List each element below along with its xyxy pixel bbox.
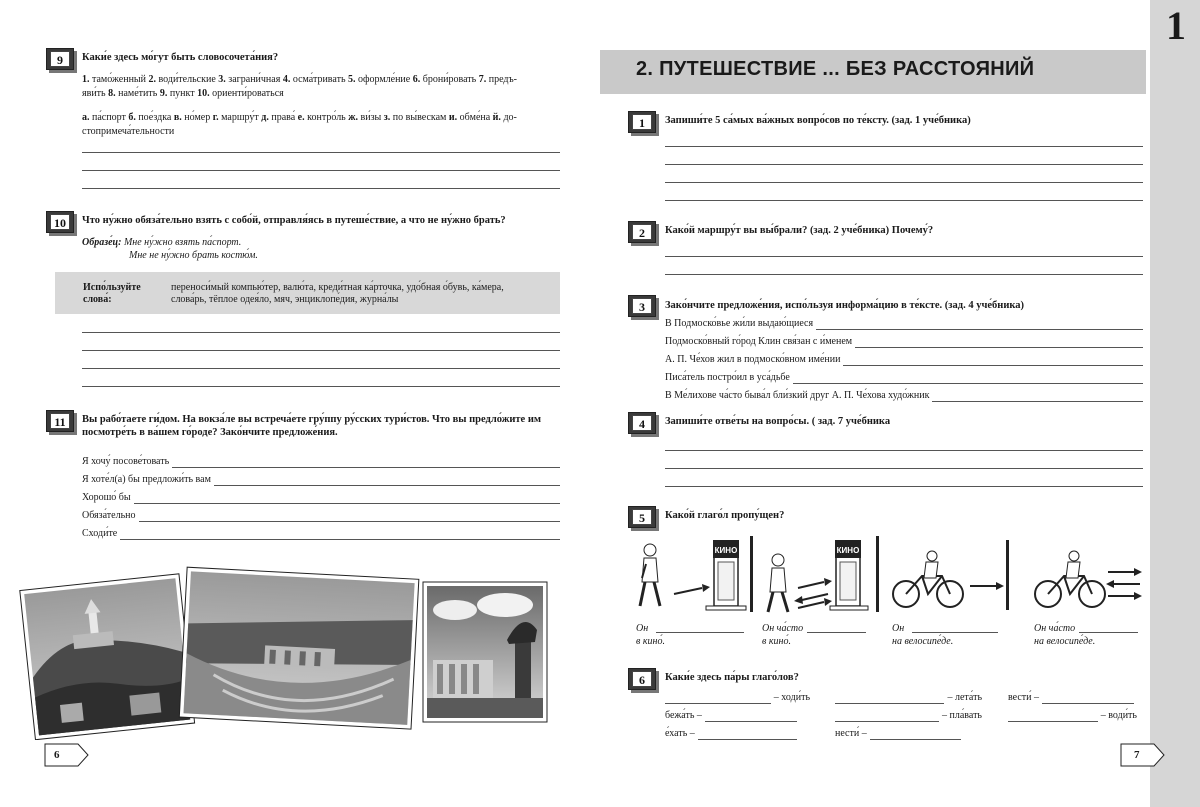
answer-line[interactable] [82,152,560,153]
divider [1006,540,1009,610]
exercise-1-number: 1 [628,111,656,133]
answer-line[interactable] [82,170,560,171]
arrow-head-icon [996,582,1004,590]
exercise-5-number: 5 [628,506,656,528]
answer-line[interactable] [665,274,1143,275]
exercise-6-task: Каки́е здесь па́ры глаго́лов? [665,672,799,683]
amphitheatre-photo [179,567,419,729]
answer-line[interactable] [665,146,1143,147]
exercise-9-task: Каки́е здесь мо́гут быть словосочета́ния? [82,52,279,63]
exercise-9-word-list-2: а. па́спорт б. пое́здка в. но́мер г. маршру́т д. права́ е. контро́ль ж. ви́зы з. по вы́вескам и. обме́на й. до- стопримеча́тельности [82,112,517,137]
fill-row[interactable]: Писа́тель постро́ил в уса́дьбе [665,370,1143,384]
divider [876,536,879,612]
answer-line[interactable] [82,386,560,387]
page-number-left: 6 [54,749,60,761]
word-bank-words-2: слова́рь, тёплое одея́ло, мяч, энциклопе́дия, журна́лы [171,294,399,305]
verbs-illustration [630,536,1150,618]
word-bank-label-2: слова́: [83,294,112,305]
fill-row[interactable]: Я хочу́ посове́товать [82,454,560,468]
answer-line[interactable] [82,368,560,369]
exercise-10-sample-2: Мне не ну́жно брать костю́м. [129,250,258,261]
caption-1: Он в кино́. [636,622,744,648]
answer-line[interactable] [665,468,1143,469]
verb-pair[interactable]: нести́ – [835,726,961,740]
cyclist-icon [1035,551,1105,607]
exercise-4-task: Запиши́те отве́ты на вопро́сы. ( зад. 7 уче́бника [665,416,891,427]
fill-row[interactable]: Хорошо́ бы [82,490,560,504]
exercise-5-task: Како́й глаго́л пропу́щен? [665,510,785,521]
verb-pair[interactable]: – води́ть [1008,708,1140,722]
answer-line[interactable] [665,256,1143,257]
answer-line[interactable] [82,350,560,351]
answer-line[interactable] [665,450,1143,451]
back-and-forth-arrows-icon [794,578,832,608]
caption-2: Он ча́сто в кино́. [762,622,866,648]
exercise-9-word-list-1: 1. тамо́женный 2. води́тельские 3. заграни́чная 4. осма́тривать 5. оформле́ние 6. брони́ровать 7. предъ- яви́ть 8. наме́тить 9. пункт 10. ориенти́роваться [82,74,517,99]
chapter-side-tab [1150,0,1200,807]
verb-pair[interactable]: е́хать – [665,726,797,740]
fill-row[interactable]: В Подмоско́вье жи́ли выдаю́щиеся [665,316,1143,330]
exercise-9-number: 9 [46,48,74,70]
exercise-11-task-1: Вы рабо́таете ги́дом. На вокза́ле вы встреча́ете гру́ппу ру́сских тури́стов. Что вы предло́жите им [82,414,542,425]
kino-sign-text: КИНО [836,546,860,555]
photo-collage [15,560,555,740]
exercise-3-number: 3 [628,295,656,317]
exercise-3-task: Зако́нчите предложе́ния, испо́льзуя информа́цию в те́ксте. (зад. 4 уче́бника) [665,300,1025,311]
castle-photo [20,574,195,740]
exercise-11-task-2: посмотре́ть в ва́шем го́роде? Зако́нчите предложе́ния. [82,427,338,438]
page-number-right: 7 [1134,749,1140,761]
verb-pair[interactable]: – лета́ть [835,690,985,704]
verb-pair[interactable]: – пла́вать [835,708,985,722]
answer-line[interactable] [665,200,1143,201]
exercise-2-number: 2 [628,221,656,243]
cinema-door-icon [706,540,746,610]
walking-man-icon [640,544,660,606]
fill-row[interactable]: Подмоско́вный го́род Клин свя́зан с и́менем [665,334,1143,348]
section-title: 2. ПУТЕШЕСТВИЕ ... БЕЗ РАССТОЯНИЙ [636,58,1035,80]
back-and-forth-arrows-icon [1106,568,1142,600]
walking-man-icon [768,554,788,612]
divider [750,536,753,612]
word-bank-words-1: переноси́мый компью́тер, валю́та, креди́тная ка́рточка, удо́бная о́бувь, ка́мера, [171,282,504,293]
verb-pair[interactable]: бежа́ть – [665,708,797,722]
exercise-11-number: 11 [46,410,74,432]
cyclist-icon [893,551,963,607]
fill-row[interactable]: Обяза́тельно [82,508,560,522]
answer-line[interactable] [82,188,560,189]
cinema-door-icon [830,540,868,610]
word-bank-label-1: Испо́льзуйте [83,282,141,293]
arrow-icon [674,588,702,594]
monument-photo [423,582,547,722]
answer-line[interactable] [665,164,1143,165]
exercise-6-number: 6 [628,668,656,690]
verb-pair[interactable]: вести́ – [1008,690,1134,704]
fill-row[interactable]: Сходи́те [82,526,560,540]
exercise-10-number: 10 [46,211,74,233]
fill-row[interactable]: Я хоте́л(а) бы предложи́ть вам [82,472,560,486]
fill-row[interactable]: В Ме́лихове ча́сто быва́л бли́зкий друг А. П. Че́хова худо́жник [665,388,1143,402]
exercise-2-task: Како́й маршру́т вы вы́брали? (зад. 2 уче́бника) Почему́? [665,225,934,236]
answer-line[interactable] [82,332,560,333]
arrow-head-icon [702,584,710,592]
kino-sign-text: КИНО [714,546,738,555]
exercise-10-task: Что ну́жно обяза́тельно взять с собо́й, отправля́ясь в путеше́ствие, а что не ну́жно брать? [82,215,506,226]
answer-line[interactable] [665,486,1143,487]
caption-3: Он на велосипе́де. [892,622,998,648]
exercise-4-number: 4 [628,412,656,434]
chapter-number: 1 [1166,3,1186,48]
exercise-10-sample: Образе́ц: Мне ну́жно взять па́спорт. [82,237,242,248]
fill-row[interactable]: А. П. Че́хов жил в подмоско́вном име́нии [665,352,1143,366]
caption-4: Он ча́сто на велосипе́де. [1034,622,1138,648]
exercise-1-task: Запиши́те 5 са́мых ва́жных вопро́сов по те́ксту. (зад. 1 уче́бника) [665,115,971,126]
verb-pair[interactable]: – ходи́ть [665,690,813,704]
answer-line[interactable] [665,182,1143,183]
